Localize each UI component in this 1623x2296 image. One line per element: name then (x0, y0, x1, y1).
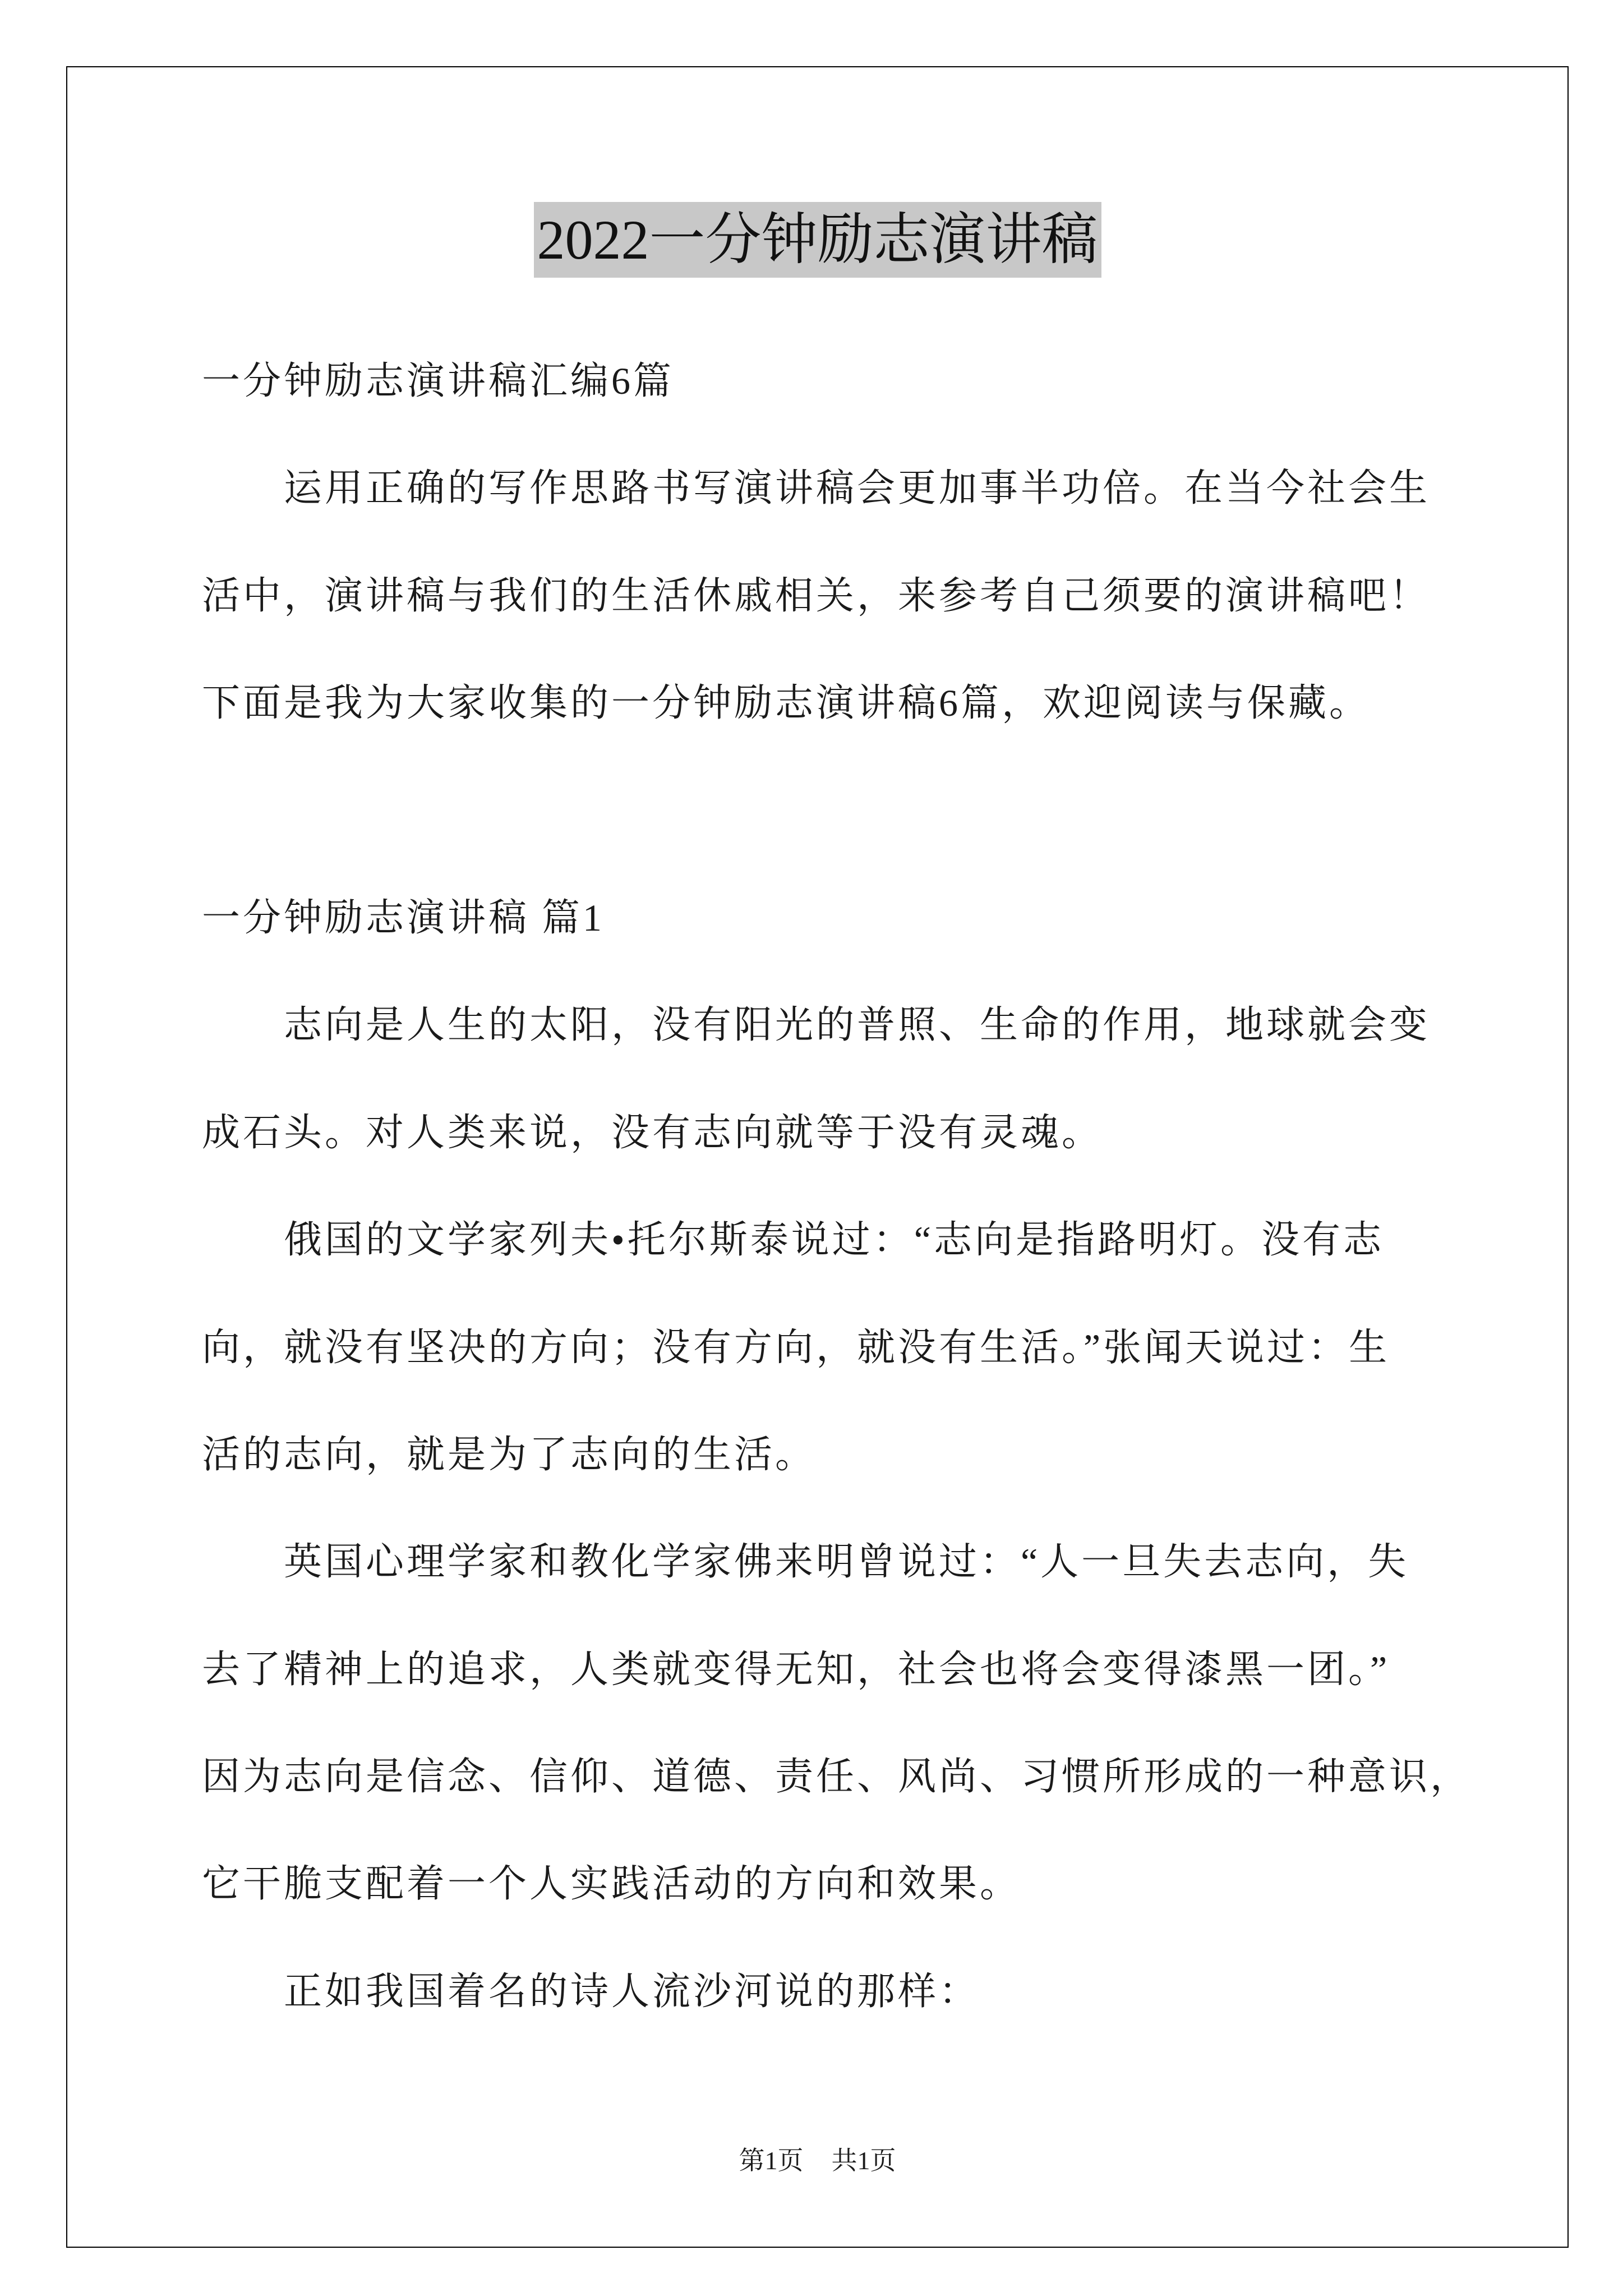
paragraph-line: 志向是人生的太阳，没有阳光的普照、生命的作用，地球就会变 (284, 1004, 1431, 1047)
paragraph-3 (202, 1508, 1548, 1938)
document-body (202, 328, 1548, 2045)
title-container (66, 202, 1569, 278)
document-title: 2022一分钟励志演讲稿 (534, 202, 1101, 278)
section-heading: 一分钟励志演讲稿 篇1 (202, 896, 605, 939)
paragraph-4 (202, 1938, 1548, 2045)
paragraph-2 (202, 1186, 1548, 1508)
page-number-current: 第1页 (739, 2146, 804, 2175)
paragraph-line: 正如我国着名的诗人流沙河说的那样： (284, 1970, 980, 2013)
paragraph-line: 向，就没有坚决的方向；没有方向，就没有生活。”张闻天说过：生 (202, 1326, 1390, 1369)
paragraph-line: 成石头。对人类来说，没有志向就等于没有灵魂。 (202, 1111, 1103, 1154)
paragraph-line: 因为志向是信念、信仰、道德、责任、风尚、习惯所形成的一种意识， (202, 1755, 1472, 1798)
paragraph-line: 活中，演讲稿与我们的生活休戚相关，来参考自己须要的演讲稿吧！ (202, 574, 1431, 617)
paragraph-line: 它干脆支配着一个人实践活动的方向和效果。 (202, 1862, 1021, 1906)
paragraph-1 (202, 972, 1548, 1186)
document-subtitle: 一分钟励志演讲稿汇编6篇 (202, 360, 675, 402)
blank-line (202, 757, 1548, 864)
page-footer (66, 2144, 1569, 2178)
intro-paragraph (202, 435, 1548, 757)
paragraph-line: 活的志向，就是为了志向的生活。 (202, 1433, 817, 1476)
paragraph-line: 去了精神上的追求，人类就变得无知，社会也将会变得漆黑一团。” (202, 1648, 1390, 1691)
paragraph-line: 英国心理学家和教化学家佛来明曾说过：“人一旦失去志向，失 (284, 1540, 1409, 1584)
paragraph-line: 运用正确的写作思路书写演讲稿会更加事半功倍。在当今社会生 (284, 467, 1431, 510)
paragraph-line: 俄国的文学家列夫•托尔斯泰说过：“志向是指路明灯。没有志 (284, 1218, 1384, 1262)
page-number-total: 共1页 (831, 2146, 896, 2175)
paragraph-line: 下面是我为大家收集的一分钟励志演讲稿6篇，欢迎阅读与保藏。 (202, 682, 1371, 725)
